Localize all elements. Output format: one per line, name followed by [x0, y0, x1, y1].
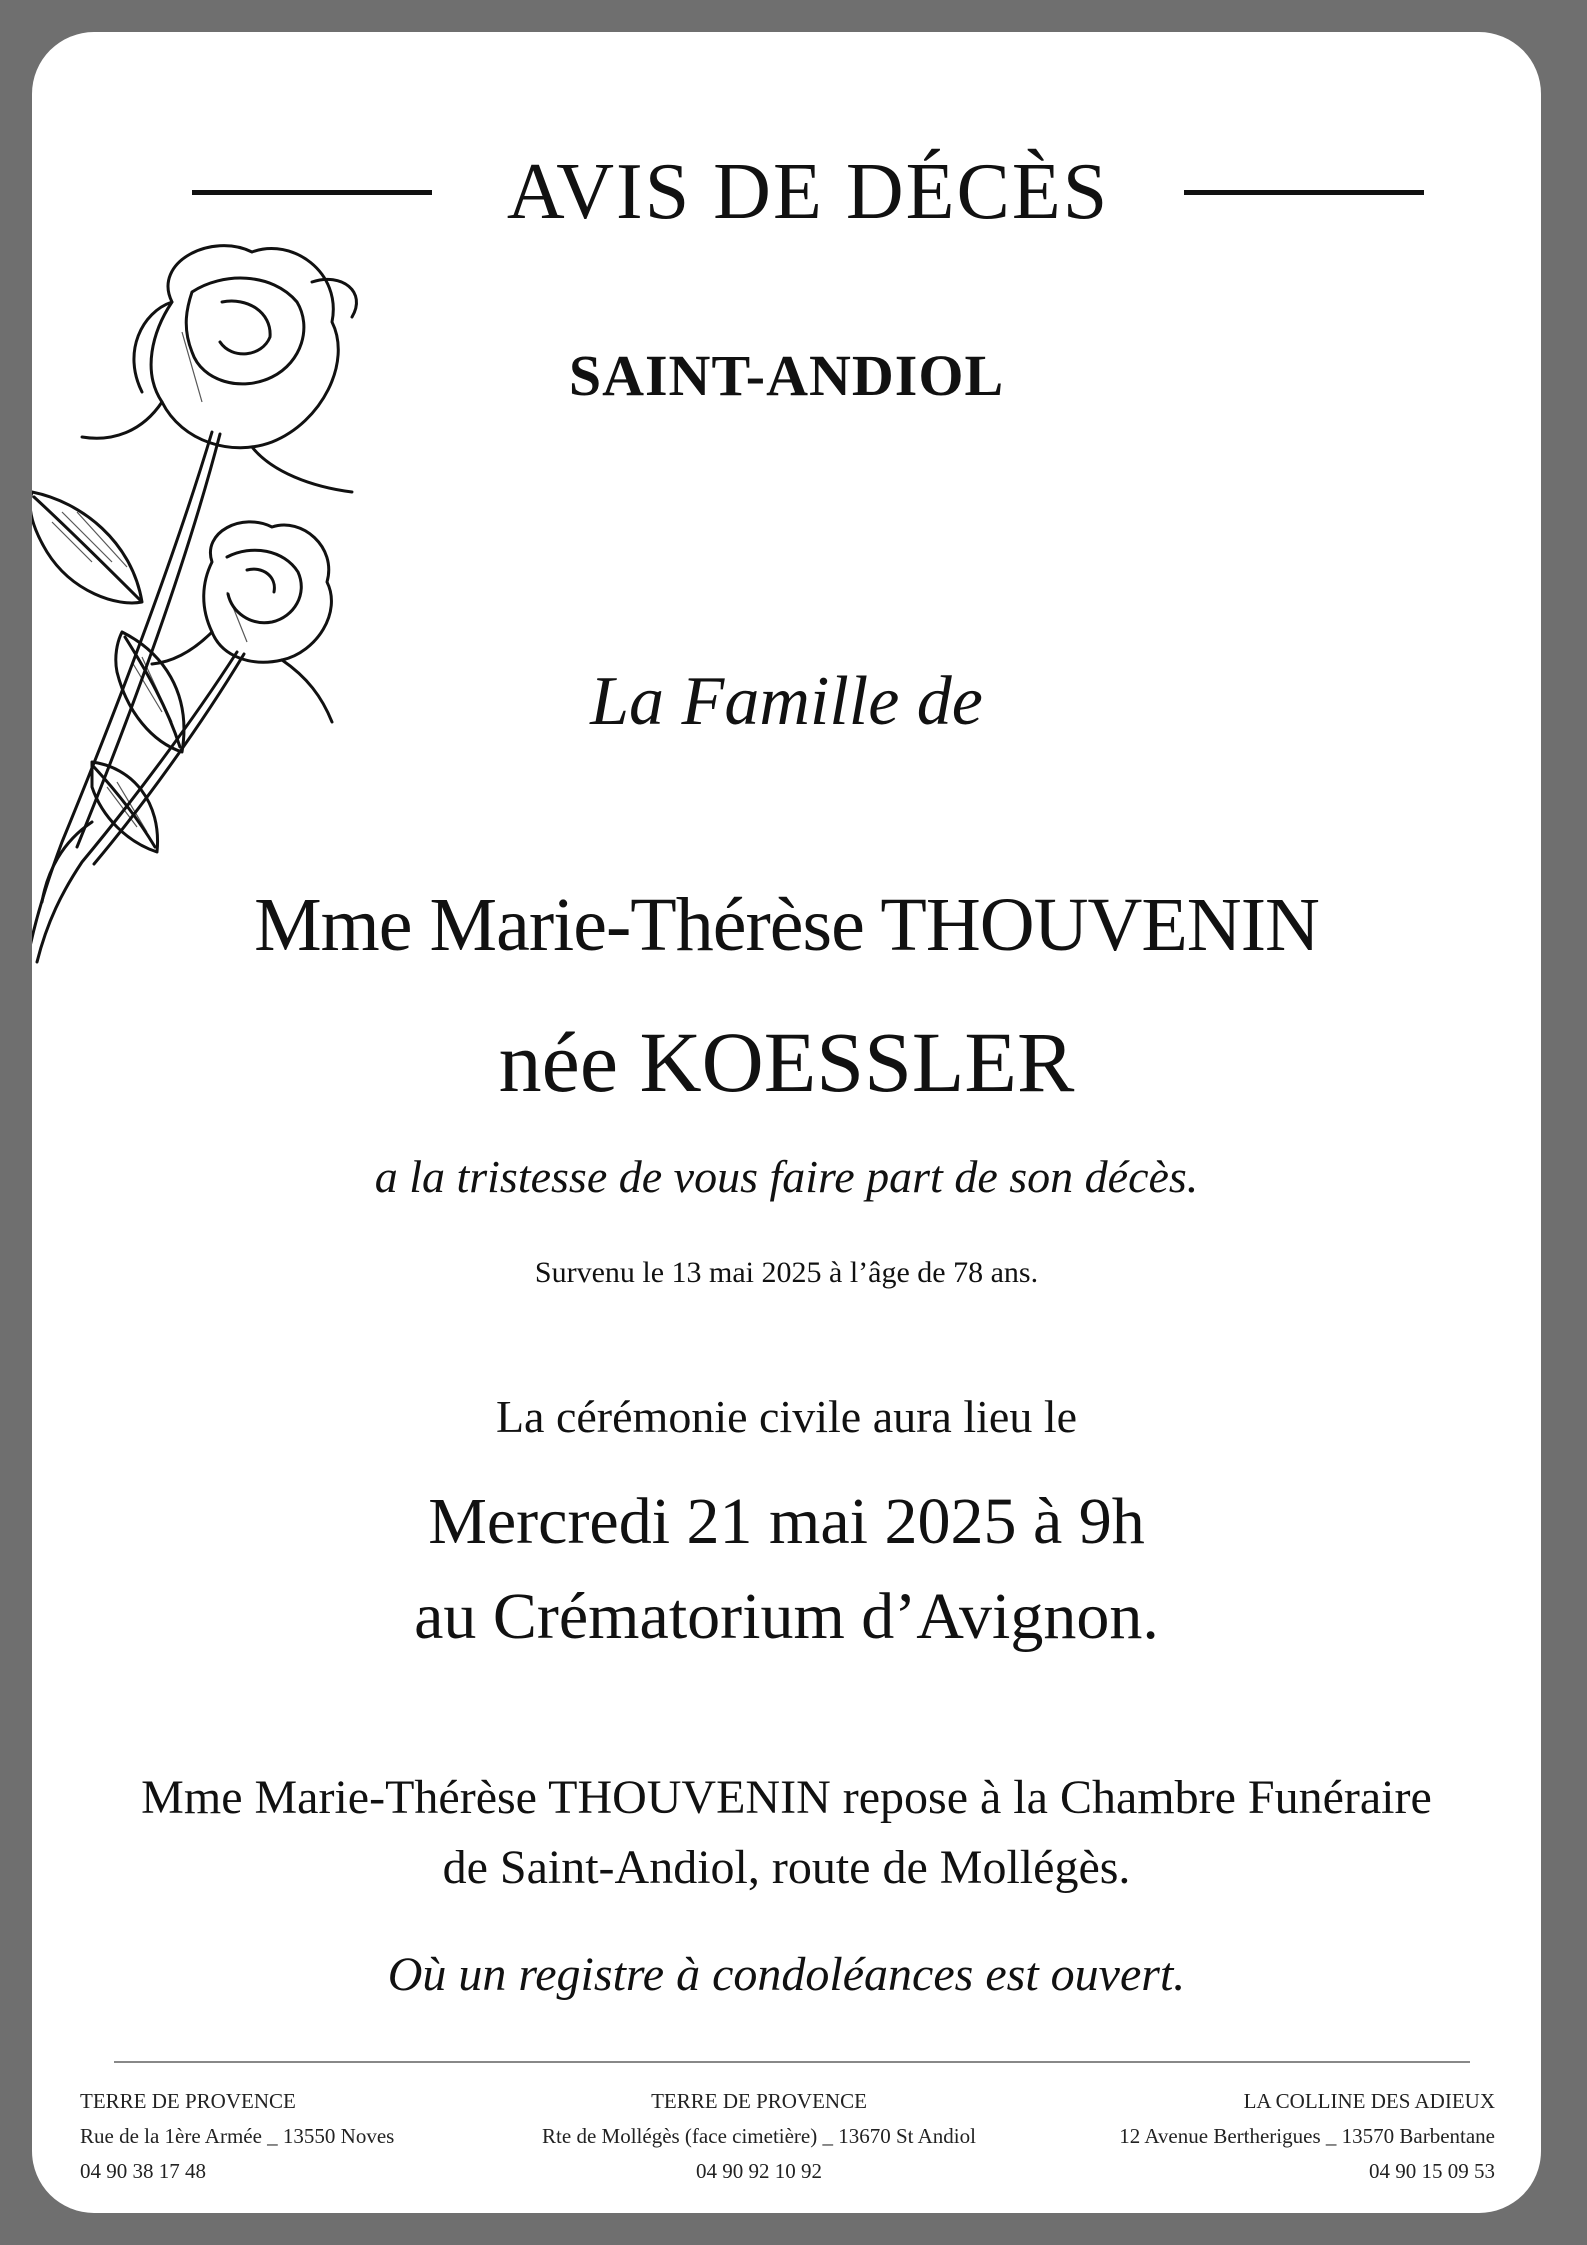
rest-location-line2: de Saint-Andiol, route de Mollégès. [442, 1841, 1131, 1894]
death-date-line: Survenu le 13 mai 2025 à l’âge de 78 ans. [534, 1256, 1039, 1289]
footer-contact-noves [80, 2084, 394, 2189]
ceremony-intro: La cérémonie civile aura lieu le [495, 1391, 1078, 1442]
family-intro: La Famille de [590, 663, 983, 740]
notice-card [32, 32, 1541, 2213]
maiden-name: née KOESSLER [498, 1014, 1075, 1110]
town-name: SAINT-ANDIOL [568, 343, 1005, 408]
header [192, 142, 1424, 242]
ceremony-place: au Crématorium d’Avignon. [414, 1580, 1159, 1653]
footer-divider [114, 2061, 1470, 2063]
footer-contact-st-andiol [484, 2084, 1034, 2189]
title-rule-right [1184, 190, 1424, 195]
footer-address: Rte de Mollégès (face cimetière) _ 13670 St Andiol [542, 2124, 976, 2148]
footer-phone: 04 90 92 10 92 [696, 2159, 822, 2183]
footer-address: Rue de la 1ère Armée _ 13550 Noves [80, 2124, 395, 2148]
footer-company-name: TERRE DE PROVENCE [80, 2089, 296, 2113]
footer-contact-barbentane [1119, 2084, 1495, 2189]
title-rule-left [192, 190, 432, 195]
footer-phone: 04 90 15 09 53 [1369, 2159, 1495, 2183]
deceased-name: Mme Marie-Thérèse THOUVENIN [254, 883, 1319, 967]
footer-phone: 04 90 38 17 48 [80, 2159, 206, 2183]
condolence-registry: Où un registre à condoléances est ouvert. [387, 1948, 1186, 2001]
footer-company-name: TERRE DE PROVENCE [651, 2089, 867, 2113]
rose-illustration-icon [32, 202, 402, 982]
footer-address: 12 Avenue Bertherigues _ 13570 Barbentane [1119, 2124, 1495, 2148]
page-title: AVIS DE DÉCÈS [506, 147, 1110, 236]
rest-location-line1: Mme Marie-Thérèse THOUVENIN repose à la Chambre Funéraire [141, 1771, 1432, 1824]
sorrow-line: a la tristesse de vous faire part de son décès. [374, 1151, 1199, 1202]
ceremony-date: Mercredi 21 mai 2025 à 9h [428, 1485, 1145, 1558]
footer-company-name: LA COLLINE DES ADIEUX [1243, 2089, 1495, 2113]
